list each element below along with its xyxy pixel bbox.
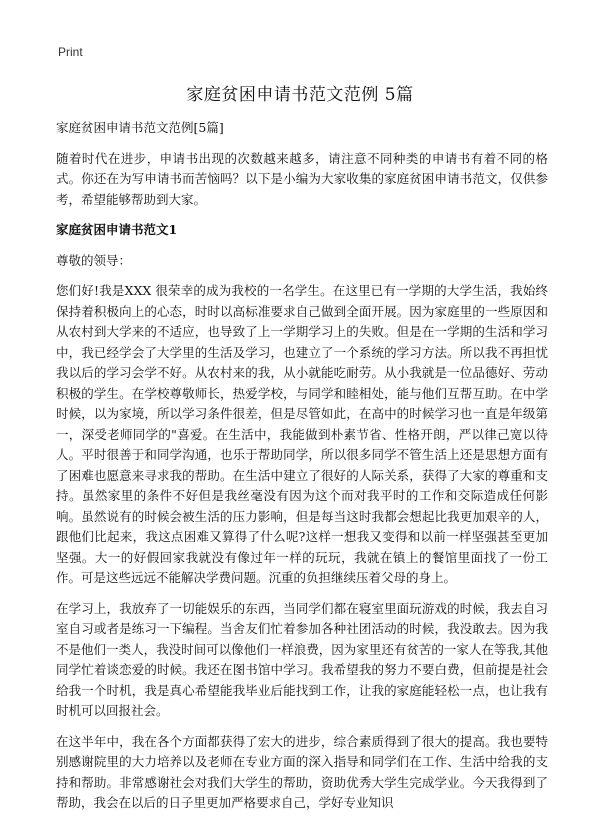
intro-paragraph: 随着时代在进步，申请书出现的次数越来越多，请注意不同种类的申请书有着不同的格式。你还在为写申请书而苦恼吗？以下是小编为大家收集的家庭贫困申请书范文，仅供参考，希望能够帮助到大家。 — [56, 150, 548, 207]
body-paragraph: 在这半年中，我在各个方面都获得了宏大的进步，综合素质得到了很大的提高。我也要特别感谢院里的大力培养以及老师在专业方面的深入指导和同学们在工作、生活中给我的支持和帮助。非常感谢社会对我们大学生的帮助，资助优秀大学生完成学业。今天我得到了帮助，我会在以后的日子里更加严格要求自己，学好专业知识 — [56, 733, 548, 810]
document-title: 家庭贫困申请书范文范例 5篇 — [186, 85, 414, 105]
section-heading: 家庭贫困申请书范文1 — [56, 222, 178, 237]
body-paragraph: 在学习上，我放弃了一切能娱乐的东西，当同学们都在寝室里面玩游戏的时候，我去自习室自习或者是练习一下编程。当舍友们忙着参加各种社团活动的时候，我没敢去。因为我不是他们一类人，我没时间可以像他们一样浪费，因为家里还有贫苦的一家人在等我,其他同学忙着谈恋爱的时候。我还在图书馆中学习。我希望我的努力不要白费，但前提是社会给我一个时机，我是真心希望能我毕业后能找到工作，让我的家庭能轻松一点，也让我有时机可以回报社会。 — [56, 600, 548, 718]
salutation: 尊敬的领导： — [56, 252, 132, 268]
document-body — [56, 118, 548, 824]
document-subtitle: 家庭贫困申请书范文范例[5篇] — [56, 120, 224, 135]
body-paragraph: 您们好!我是XXX 很荣幸的成为我校的一名学生。在这里已有一学期的大学生活，我始终保持着积极向上的心态，时时以高标准要求自己做到全面开展。因为家庭里的一些原因和从农村到大学来的不适应，也导致了上一学期学习上的失败。但是在一学期的生活和学习中，我已经学会了大学里的生活及学习，也建立了一个系统的学习方法。所以我不再担忧我以后的学习会学不好。从农村来的我，从小就能吃耐劳。从小我就是一位品德好、劳动积极的学生。在学校尊敬师长，热爱学校，与同学和睦相处，能与他们互帮互助。在中学时候，以为家境，所以学习条件很差，但是尽管如此，在高中的时候学习也一直是年级第一，深受老师同学的"喜爱。在生活中，我能做到朴素节省、性格开朗，严以律己宽以待人。平时很善于和同学沟通，也乐于帮助同学，所以很多同学不管生活上还是思想方面有了困难也愿意来寻求我的帮助。在生活中建立了很好的人际关系，获得了大家的尊重和支持。虽然家里的条件不好但是我丝毫没有因为这个而对我平时的工作和交际造成任何影响。虽然说有的时候会被生活的压力影响，但是每当这时我都会想起比我更加艰辛的人，跟他们比起来，我这点困难又算得了什么呢?这样一想我又变得和以前一样坚强甚至更加坚强。大一的好假回家我就没有像过年一样的玩玩，我就在镇上的餐馆里面找了一份工作。可是这些远远不能解决学费问题。沉重的负担继续压着父母的身上。 — [56, 283, 548, 585]
print-link[interactable]: Print — [58, 45, 83, 59]
